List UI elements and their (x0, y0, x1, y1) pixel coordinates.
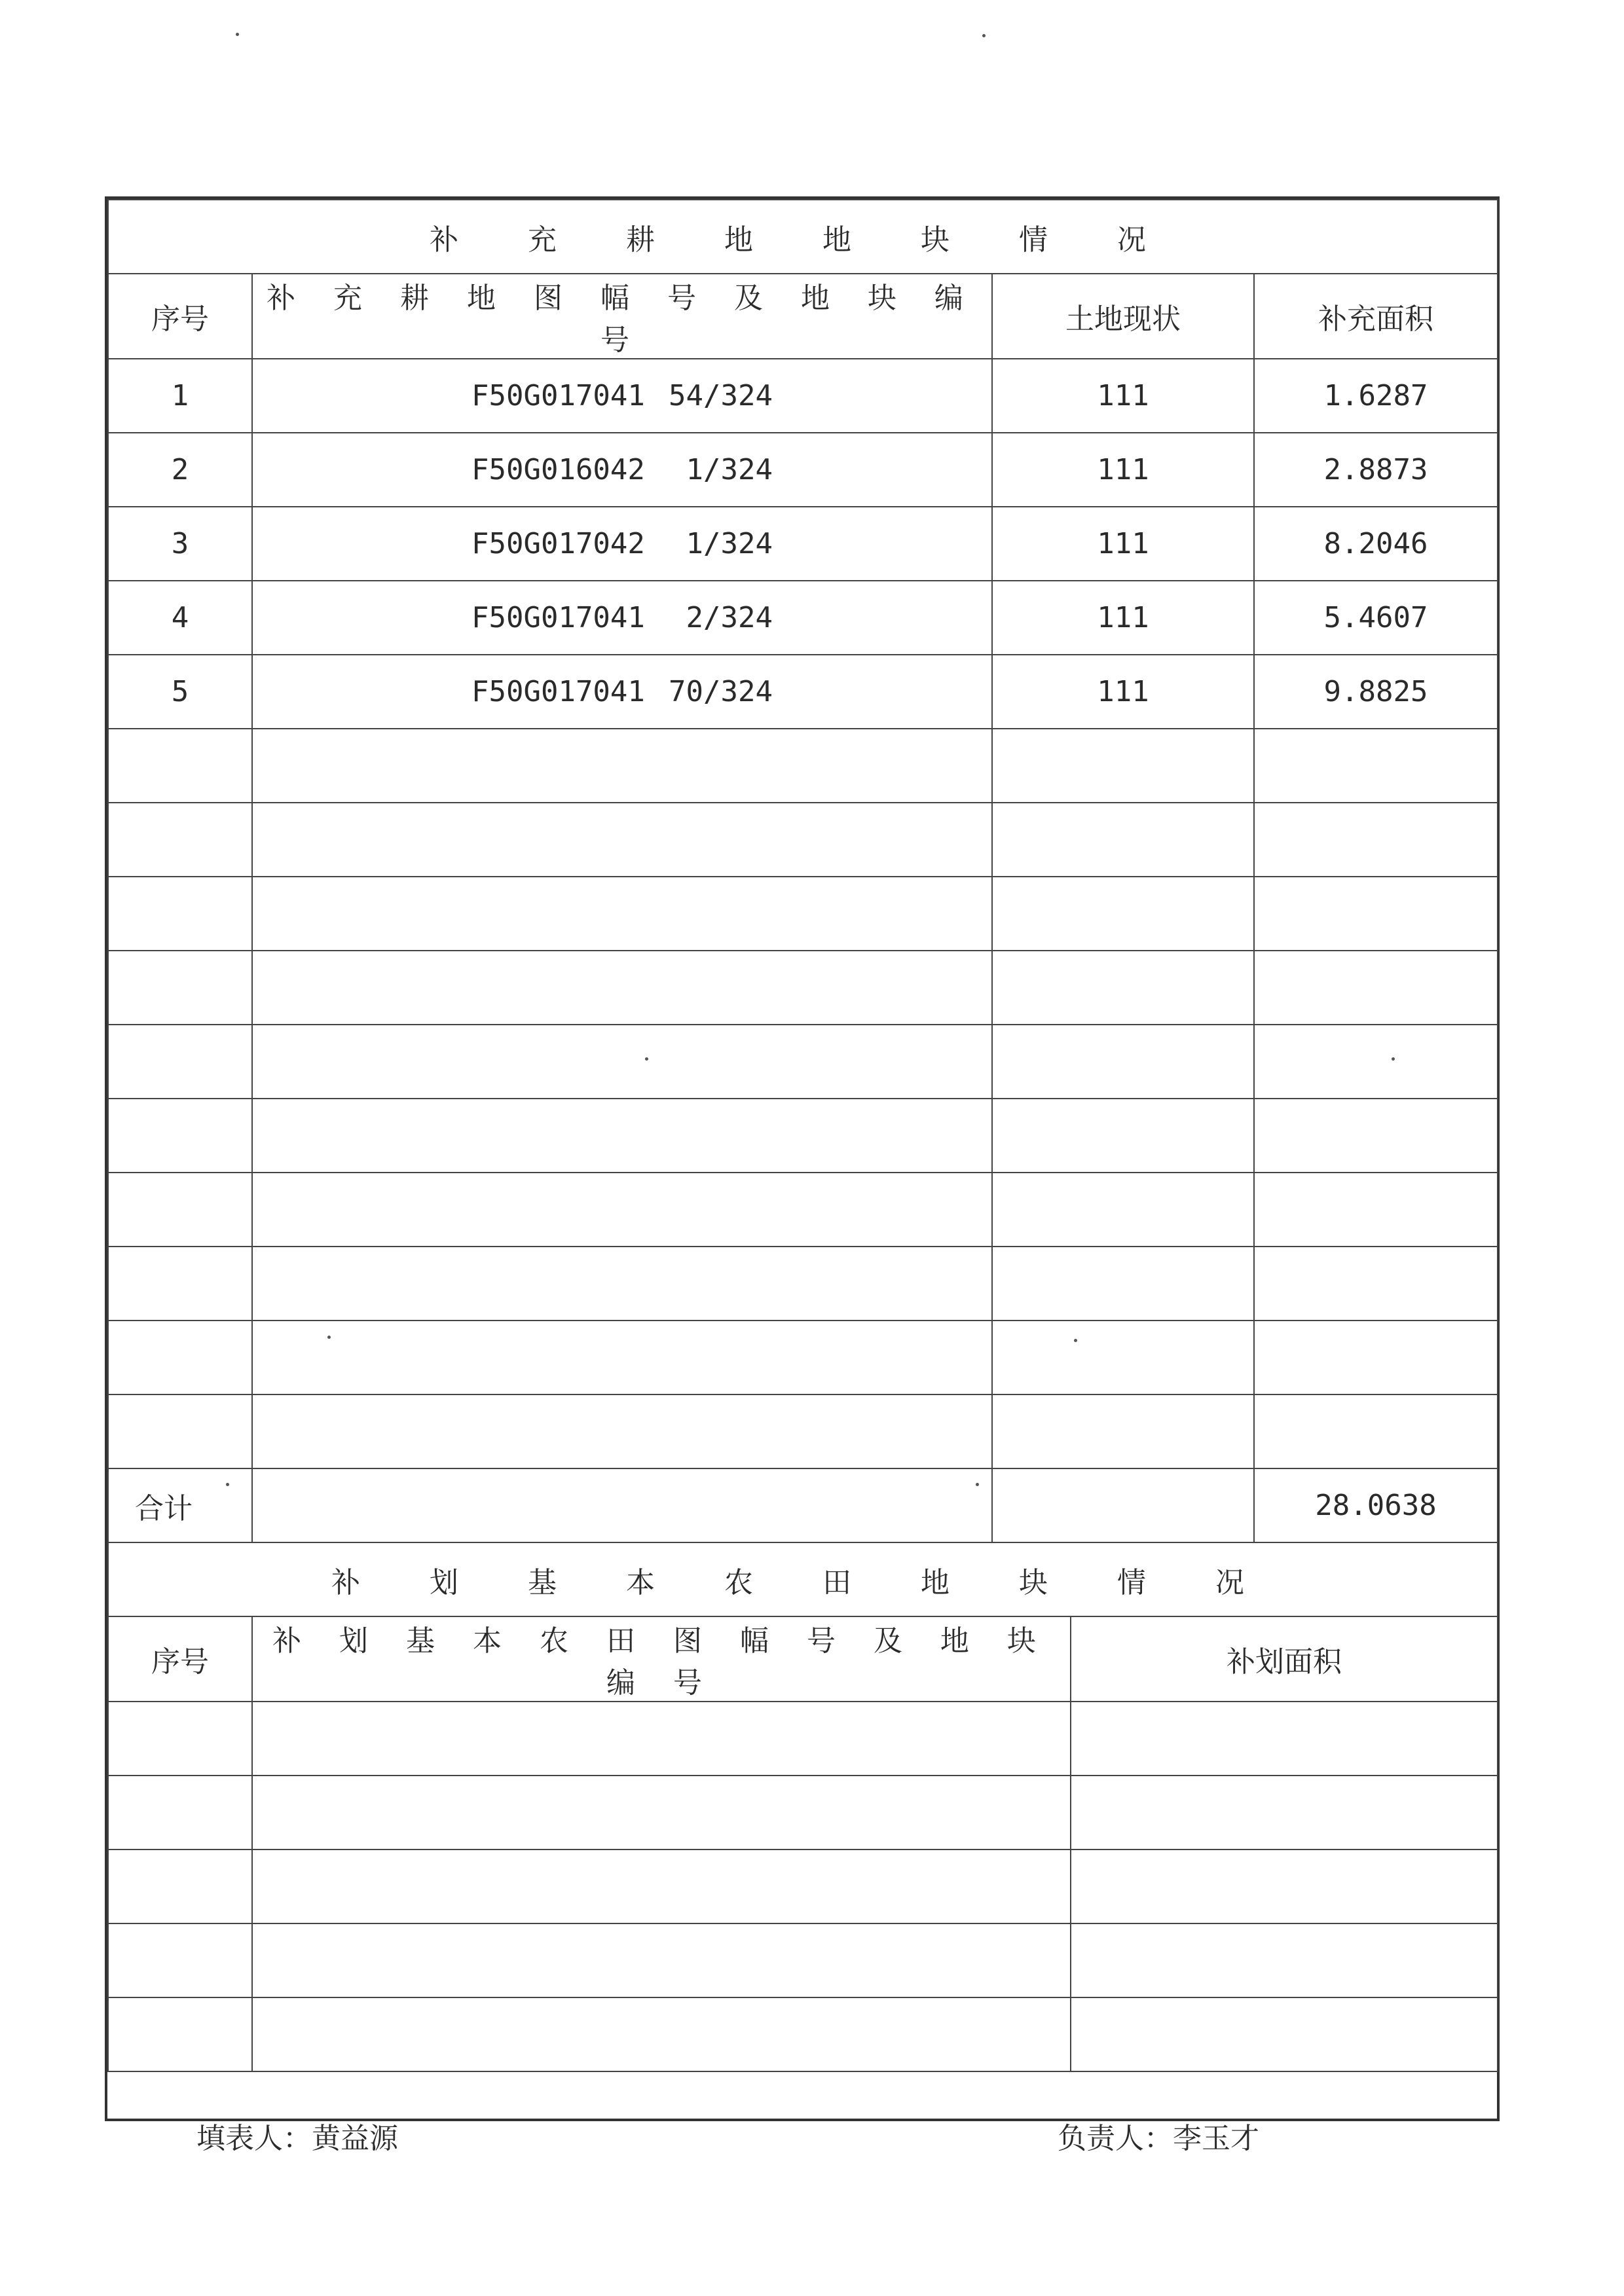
row-status: 111 (992, 581, 1254, 655)
parcel-no: 1/324 (686, 453, 773, 486)
scan-speck (327, 1336, 331, 1339)
row-seq: 5 (108, 655, 252, 729)
map-code: F50G017042 (471, 527, 645, 560)
header-map-no: 补 充 耕 地 图 幅 号 及 地 块 编 号 (252, 274, 992, 359)
parcel-no: 70/324 (669, 675, 773, 708)
row-area: 9.8825 (1254, 655, 1498, 729)
row-status: 111 (992, 359, 1254, 433)
row-map-no (252, 655, 992, 729)
row-seq: 4 (108, 581, 252, 655)
map-code: F50G017041 (471, 601, 645, 634)
table2-title-row (108, 1542, 1498, 1616)
empty-row (108, 1025, 1498, 1099)
row-map-no (252, 359, 992, 433)
map-code: F50G017041 (471, 675, 645, 708)
form-frame (105, 196, 1500, 2121)
responsible-label: 负责人：李玉才 (1058, 2122, 1259, 2155)
header-status: 土地现状 (992, 274, 1254, 359)
table2-title: 补 划 基 本 农 田 地 块 情 况 (108, 1542, 1498, 1616)
empty-row (108, 951, 1498, 1025)
empty-row (108, 1247, 1498, 1321)
scan-speck (645, 1057, 648, 1061)
empty-row (108, 803, 1498, 877)
table-row (108, 581, 1498, 655)
scan-speck (982, 34, 986, 37)
table-row (108, 359, 1498, 433)
parcel-no: 1/324 (686, 527, 773, 560)
scan-speck (1074, 1339, 1077, 1342)
row-seq: 3 (108, 507, 252, 581)
empty-row (108, 1923, 1498, 1997)
scan-speck (236, 33, 239, 36)
table-row (108, 507, 1498, 581)
empty-row (108, 1702, 1498, 1776)
basic-farmland-table (107, 1542, 1498, 2072)
row-area: 8.2046 (1254, 507, 1498, 581)
row-status: 111 (992, 507, 1254, 581)
table1-title: 补 充 耕 地 地 块 情 况 (108, 200, 1498, 274)
row-seq: 2 (108, 433, 252, 507)
scan-speck (226, 1483, 229, 1486)
row-area: 2.8873 (1254, 433, 1498, 507)
total-label: 合计 (108, 1468, 252, 1542)
header-seq: 序号 (108, 274, 252, 359)
row-map-no (252, 507, 992, 581)
parcel-no: 54/324 (669, 379, 773, 412)
table-row (108, 655, 1498, 729)
table-row (108, 433, 1498, 507)
header-row (108, 274, 1498, 359)
table2-header-seq: 序号 (108, 1616, 252, 1702)
empty-row (108, 877, 1498, 951)
table2-header-area: 补划面积 (1071, 1616, 1498, 1702)
empty-row (108, 1321, 1498, 1394)
table2-header-row (108, 1616, 1498, 1702)
preparer-label: 填表人：黄益源 (196, 2122, 398, 2155)
total-row (108, 1468, 1498, 1542)
map-code: F50G017041 (471, 379, 645, 412)
empty-row (108, 1099, 1498, 1173)
table2-header-map-no: 补 划 基 本 农 田 图 幅 号 及 地 块 编 号 (252, 1616, 1071, 1702)
scan-speck (1392, 1057, 1395, 1061)
empty-row (108, 1173, 1498, 1247)
row-status: 111 (992, 433, 1254, 507)
supplementary-farmland-table (107, 199, 1498, 1543)
empty-row (108, 729, 1498, 803)
scan-speck (976, 1483, 979, 1486)
row-area: 1.6287 (1254, 359, 1498, 433)
row-seq: 1 (108, 359, 252, 433)
empty-row (108, 1997, 1498, 2071)
row-area: 5.4607 (1254, 581, 1498, 655)
row-map-no (252, 581, 992, 655)
table-title-row (108, 200, 1498, 274)
parcel-no: 2/324 (686, 601, 773, 634)
header-area: 补充面积 (1254, 274, 1498, 359)
total-area: 28.0638 (1254, 1468, 1498, 1542)
empty-row (108, 1394, 1498, 1468)
row-map-no (252, 433, 992, 507)
empty-row (108, 1776, 1498, 1850)
map-code: F50G016042 (471, 453, 645, 486)
row-status: 111 (992, 655, 1254, 729)
empty-row (108, 1850, 1498, 1923)
